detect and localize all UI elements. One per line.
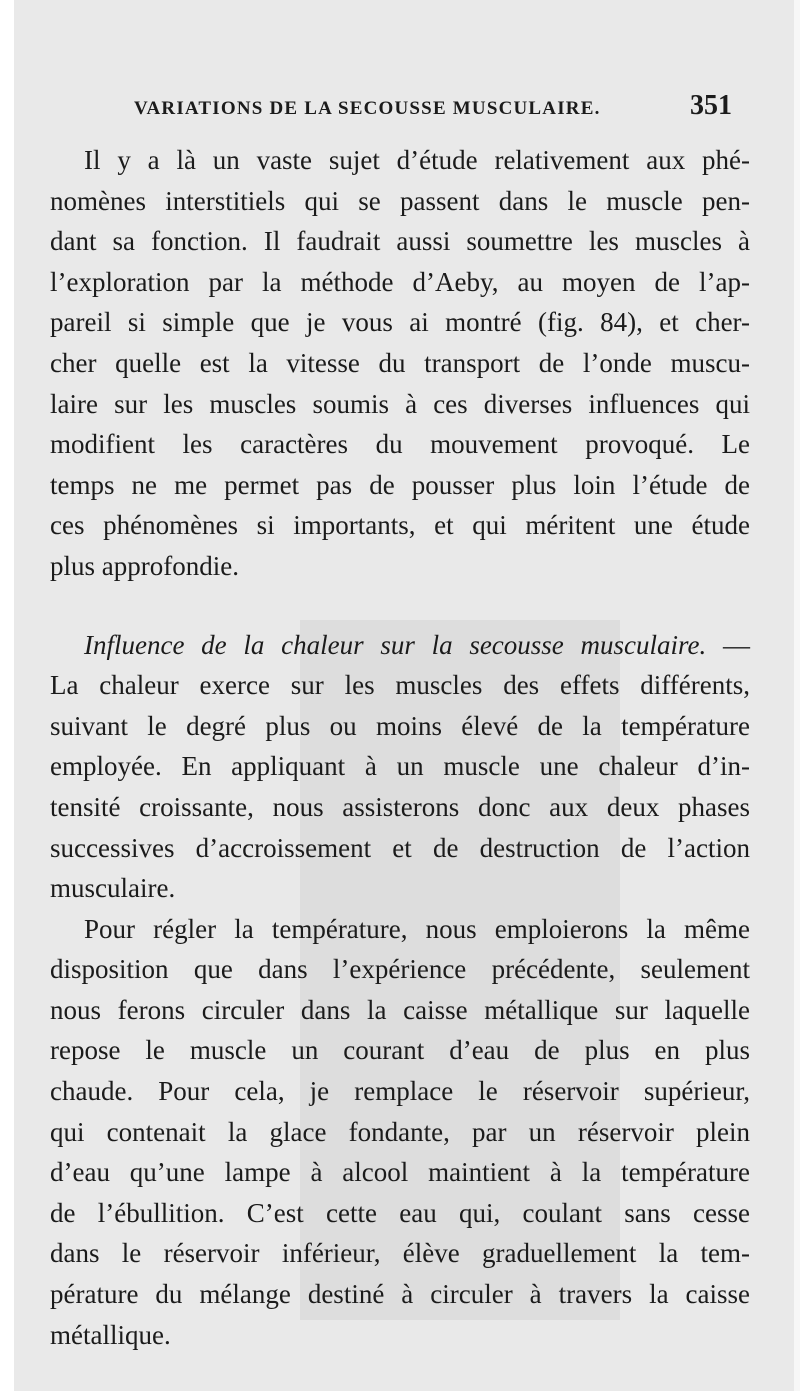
text-line: Il y a là un vaste sujet d’étude relativement aux phé- xyxy=(84,145,750,175)
text-line: modifient les caractères du mouvement provoqué. Le xyxy=(50,429,750,460)
text-line: nous ferons circuler dans la caisse métallique sur laquelle xyxy=(50,994,750,1025)
text-line: plus approfondie. xyxy=(50,550,239,581)
section-heading: Influence de la chaleur sur la secousse musculaire. xyxy=(84,629,707,660)
paragraph-gap xyxy=(50,587,750,625)
heading-dash: — xyxy=(706,629,750,660)
page-header xyxy=(0,90,800,130)
text-line: employée. En appliquant à un muscle une chaleur d’in- xyxy=(50,751,750,782)
body-text xyxy=(50,140,750,1355)
text-line: temps ne me permet pas de pousser plus loin l’étude de xyxy=(50,469,750,500)
right-margin xyxy=(794,0,800,1391)
text-line: dant sa fonction. Il faudrait aussi soumettre les muscles à xyxy=(50,226,750,257)
text-line: laire sur les muscles soumis à ces diverses influences qui xyxy=(50,388,750,419)
text-line: disposition que dans l’expérience précédente, seulement xyxy=(50,954,750,985)
text-line: pareil si simple que je vous ai montré (fig. 84), et cher- xyxy=(50,307,750,338)
text-line: d’eau qu’une lampe à alcool maintient à la température xyxy=(50,1157,750,1188)
paragraph-2 xyxy=(50,625,750,909)
text-line: ces phénomènes si importants, et qui méritent une étude xyxy=(50,510,750,541)
text-line: qui contenait la glace fondante, par un réservoir plein xyxy=(50,1116,750,1147)
text-line: Pour régler la température, nous emploierons la même xyxy=(84,913,750,944)
text-line: chaude. Pour cela, je remplace le réservoir supérieur, xyxy=(50,1076,750,1107)
text-line: de l’ébullition. C’est cette eau qui, coulant sans cesse xyxy=(50,1197,750,1228)
text-line: métallique. xyxy=(50,1319,171,1350)
running-head: VARIATIONS DE LA SECOUSSE MUSCULAIRE. xyxy=(134,98,601,119)
text-line: successives d’accroissement et de destruction de l’action xyxy=(50,832,750,863)
text-line: pérature du mélange destiné à circuler à travers la caisse xyxy=(50,1279,750,1310)
paragraph-3 xyxy=(50,909,750,1356)
section-heading-line xyxy=(50,625,750,666)
text-line: cher quelle est la vitesse du transport de l’onde muscu- xyxy=(50,347,750,378)
text-line: l’exploration par la méthode d’Aeby, au moyen de l’ap- xyxy=(50,266,750,297)
text-line: suivant le degré plus ou moins élevé de la température xyxy=(50,710,750,741)
text-line: musculaire. xyxy=(50,873,176,904)
text-line: nomènes interstitiels qui se passent dans le muscle pen- xyxy=(50,185,750,216)
text-line: tensité croissante, nous assisterons donc aux deux phases xyxy=(50,791,750,822)
text-line: La chaleur exerce sur les muscles des effets différents, xyxy=(50,670,750,701)
text-line: repose le muscle un courant d’eau de plus en plus xyxy=(50,1035,750,1066)
left-margin xyxy=(0,0,14,1391)
paragraph-1 xyxy=(50,140,750,587)
text-line: dans le réservoir inférieur, élève graduellement la tem- xyxy=(50,1238,750,1269)
page-number: 351 xyxy=(690,90,732,121)
